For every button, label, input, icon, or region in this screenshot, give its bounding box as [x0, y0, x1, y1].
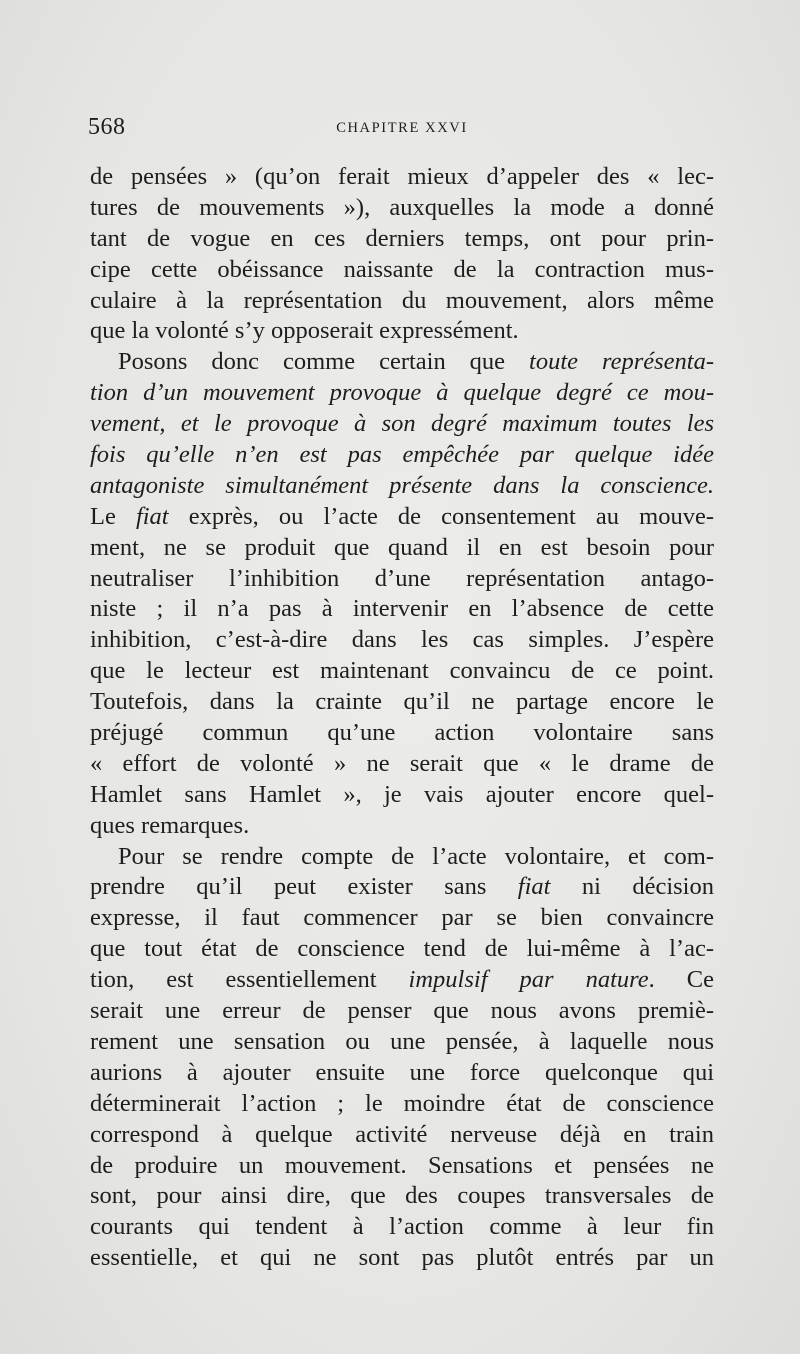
text-line: que le lecteur est maintenant convaincu de ce point. — [90, 657, 714, 685]
text-line: « effort de volonté » ne serait que « le drame de — [90, 749, 714, 777]
text-line: sont, pour ainsi dire, que des coupes transversales de — [90, 1182, 714, 1210]
text-line: inhibition, c’est-à-dire dans les cas simples. J’espère — [90, 626, 714, 654]
text-line: ment, ne se produit que quand il en est besoin pour — [90, 533, 714, 561]
running-head: CHAPITRE XXVI — [336, 120, 468, 136]
page-header — [88, 114, 716, 144]
text-line: tant de vogue en ces derniers temps, ont pour prin- — [90, 224, 714, 252]
text-line: préjugé commun qu’une action volontaire sans — [90, 719, 714, 747]
text-line — [90, 872, 714, 903]
text-line: déterminerait l’action ; le moindre état de conscience — [90, 1089, 714, 1117]
text-line: essentielle, et qui ne sont pas plutôt entrés par un — [90, 1244, 714, 1272]
text-line: fois qu’elle n’en est pas empêchée par quelque idée — [90, 441, 714, 469]
text-line: Toutefois, dans la crainte qu’il ne partage encore le — [90, 688, 714, 716]
italic-segment: fiat — [517, 873, 551, 901]
text-line: antagoniste simultanément présente dans la conscience. — [90, 471, 714, 499]
text-line: expresse, il faut commencer par se bien convaincre — [90, 904, 714, 932]
italic-segment: impulsif par nature — [408, 966, 649, 994]
text-line: de produire un mouvement. Sensations et pensées ne — [90, 1151, 714, 1179]
text-line: vement, et le provoque à son degré maximum toutes les — [90, 410, 714, 438]
text-line: aurions à ajouter ensuite une force quelconque qui — [90, 1058, 714, 1086]
text-line: Hamlet sans Hamlet », je vais ajouter encore quel- — [90, 780, 714, 808]
text-line: que tout état de conscience tend de lui-même à l’ac- — [90, 935, 714, 963]
text-segment: exprès, ou l’acte de consentement au mouve- — [168, 502, 714, 530]
text-line: neutraliser l’inhibition d’une représentation antago- — [90, 564, 714, 592]
text-segment: Posons donc comme certain que — [118, 348, 530, 376]
text-segment: prendre qu’il peut exister sans — [90, 873, 518, 901]
text-segment: tion, est essentiellement — [90, 966, 409, 994]
text-line: que la volonté s’y opposerait expressément. — [90, 317, 519, 345]
text-line: culaire à la représentation du mouvement, alors même — [90, 286, 714, 314]
italic-segment: toute représenta- — [529, 348, 714, 376]
text-line: Pour se rendre compte de l’acte volontaire, et com- — [118, 842, 714, 870]
text-line: tion d’un mouvement provoque à quelque degré ce mou- — [90, 379, 714, 407]
text-segment: ni décision — [550, 873, 714, 901]
text-line: de pensées » (qu’on ferait mieux d’appeler des « lec- — [90, 163, 714, 190]
text-segment: . Ce — [648, 966, 714, 994]
text-line — [90, 965, 714, 996]
text-line: cipe cette obéissance naissante de la contraction mus- — [90, 255, 714, 283]
text-line: correspond à quelque activité nerveuse déjà en train — [90, 1120, 714, 1148]
text-line — [90, 347, 714, 378]
text-line: rement une sensation ou une pensée, à laquelle nous — [90, 1027, 714, 1055]
text-segment: Le — [90, 502, 136, 530]
text-line: serait une erreur de penser que nous avons premiè- — [90, 997, 714, 1025]
text-line — [90, 502, 714, 533]
page-number: 568 — [88, 114, 126, 140]
text-line: niste ; il n’a pas à intervenir en l’absence de cette — [90, 595, 714, 623]
text-line: ques remarques. — [90, 811, 250, 839]
italic-segment: fiat — [135, 502, 169, 530]
text-line: courants qui tendent à l’action comme à leur fin — [90, 1213, 714, 1241]
body-text — [90, 162, 714, 1274]
text-line: tures de mouvements »), auxquelles la mode a donné — [90, 193, 714, 221]
